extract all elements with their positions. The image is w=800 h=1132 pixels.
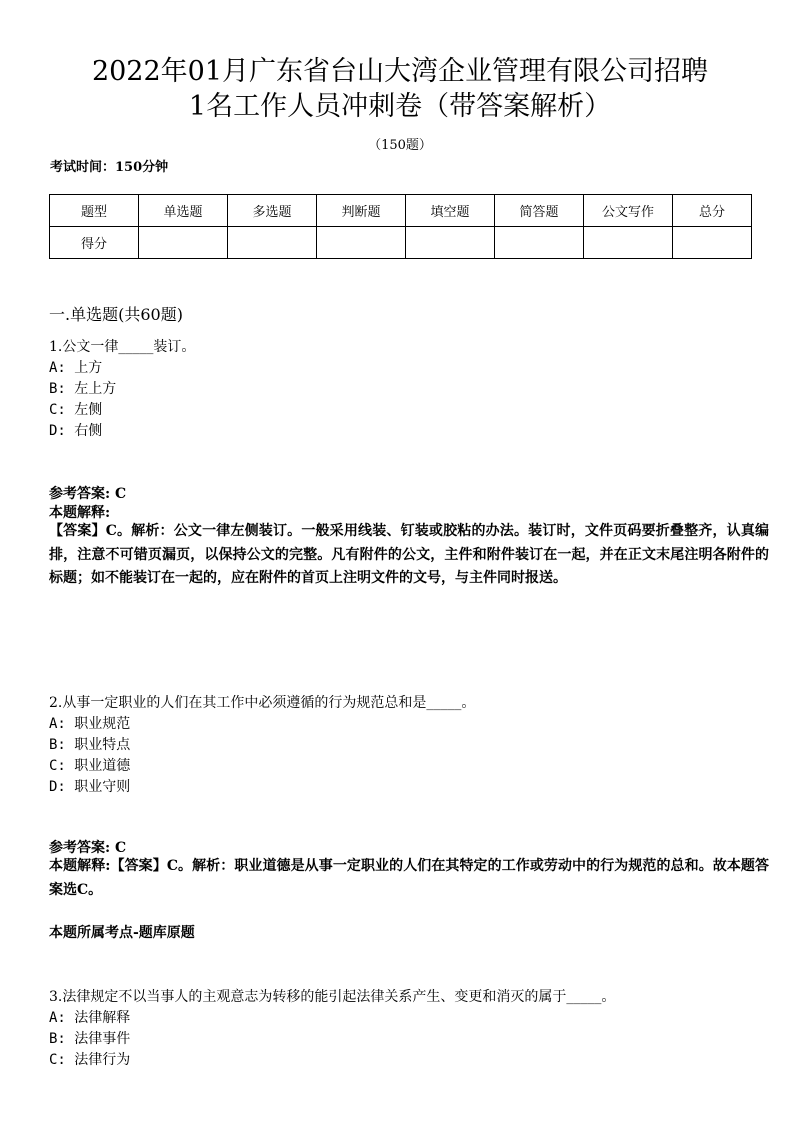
score-header-cell: 单选题 xyxy=(139,195,228,227)
score-header-cell: 总分 xyxy=(673,195,752,227)
score-header-cell: 题型 xyxy=(50,195,139,227)
score-header-cell: 公文写作 xyxy=(584,195,673,227)
score-header-cell: 判断题 xyxy=(317,195,406,227)
question-2-option-d: D: 职业守则 xyxy=(49,779,131,795)
question-1-explanation: 【答案】C。解析：公文一律左侧装订。一般采用线装、钉装或胶粘的办法。装订时，文件页码要折叠整齐，认真编排，注意不可错页漏页，以保持公文的完整。凡有附件的公文，主件和附件装订在一起，并在正文末尾注明各附件的标题；如不能装订在一起的，应在附件的首页上注明文件的文号，与主件同时报送。 xyxy=(49,523,769,586)
score-cell xyxy=(584,227,673,259)
question-3-option-c: C: 法律行为 xyxy=(49,1052,131,1068)
question-2-explanation: 本题解释:【答案】C。解析：职业道德是从事一定职业的人们在其特定的工作或劳动中的行为规范的总和。故本题答案选C。 xyxy=(49,858,769,898)
section-title: 一.单选题(共60题) xyxy=(49,305,183,324)
question-1-option-d: D: 右侧 xyxy=(49,423,103,439)
question-1-stem: 1.公文一律_____装订。 xyxy=(49,339,196,355)
score-table xyxy=(49,194,752,259)
question-3-stem: 3.法律规定不以当事人的主观意志为转移的能引起法律关系产生、变更和消灭的属于_____。 xyxy=(49,989,616,1005)
score-cell xyxy=(495,227,584,259)
question-1-option-c: C: 左侧 xyxy=(49,402,103,418)
question-3-option-b: B: 法律事件 xyxy=(49,1031,131,1047)
question-1-option-a: A: 上方 xyxy=(49,360,103,376)
score-cell xyxy=(139,227,228,259)
score-cell xyxy=(406,227,495,259)
score-cell xyxy=(317,227,406,259)
score-header-cell: 多选题 xyxy=(228,195,317,227)
score-table-header-row xyxy=(50,195,752,227)
score-row-label: 得分 xyxy=(50,227,139,259)
exam-title-line1: 2022年01月广东省台山大湾企业管理有限公司招聘 xyxy=(91,56,709,87)
question-1-explain-label: 本题解释: xyxy=(49,505,111,521)
question-1-option-b: B: 左上方 xyxy=(49,381,117,397)
question-2-option-a: A: 职业规范 xyxy=(49,716,131,732)
score-cell xyxy=(673,227,752,259)
question-2-option-b: B: 职业特点 xyxy=(49,737,131,753)
question-3-option-a: A: 法律解释 xyxy=(49,1010,131,1026)
score-header-cell: 填空题 xyxy=(406,195,495,227)
question-2-option-c: C: 职业道德 xyxy=(49,758,131,774)
exam-time: 考试时间：150分钟 xyxy=(50,160,169,175)
question-2-stem: 2.从事一定职业的人们在其工作中必须遵循的行为规范总和是_____。 xyxy=(49,695,476,711)
score-header-cell: 简答题 xyxy=(495,195,584,227)
question-count: （150题） xyxy=(368,138,432,153)
score-cell xyxy=(228,227,317,259)
question-2-answer: 参考答案: C xyxy=(49,840,127,856)
question-2-knowledge-point: 本题所属考点-题库原题 xyxy=(49,925,195,941)
question-1-answer: 参考答案: C xyxy=(49,486,127,502)
exam-title-line2: 1名工作人员冲刺卷（带答案解析） xyxy=(188,91,612,122)
score-table-score-row xyxy=(50,227,752,259)
